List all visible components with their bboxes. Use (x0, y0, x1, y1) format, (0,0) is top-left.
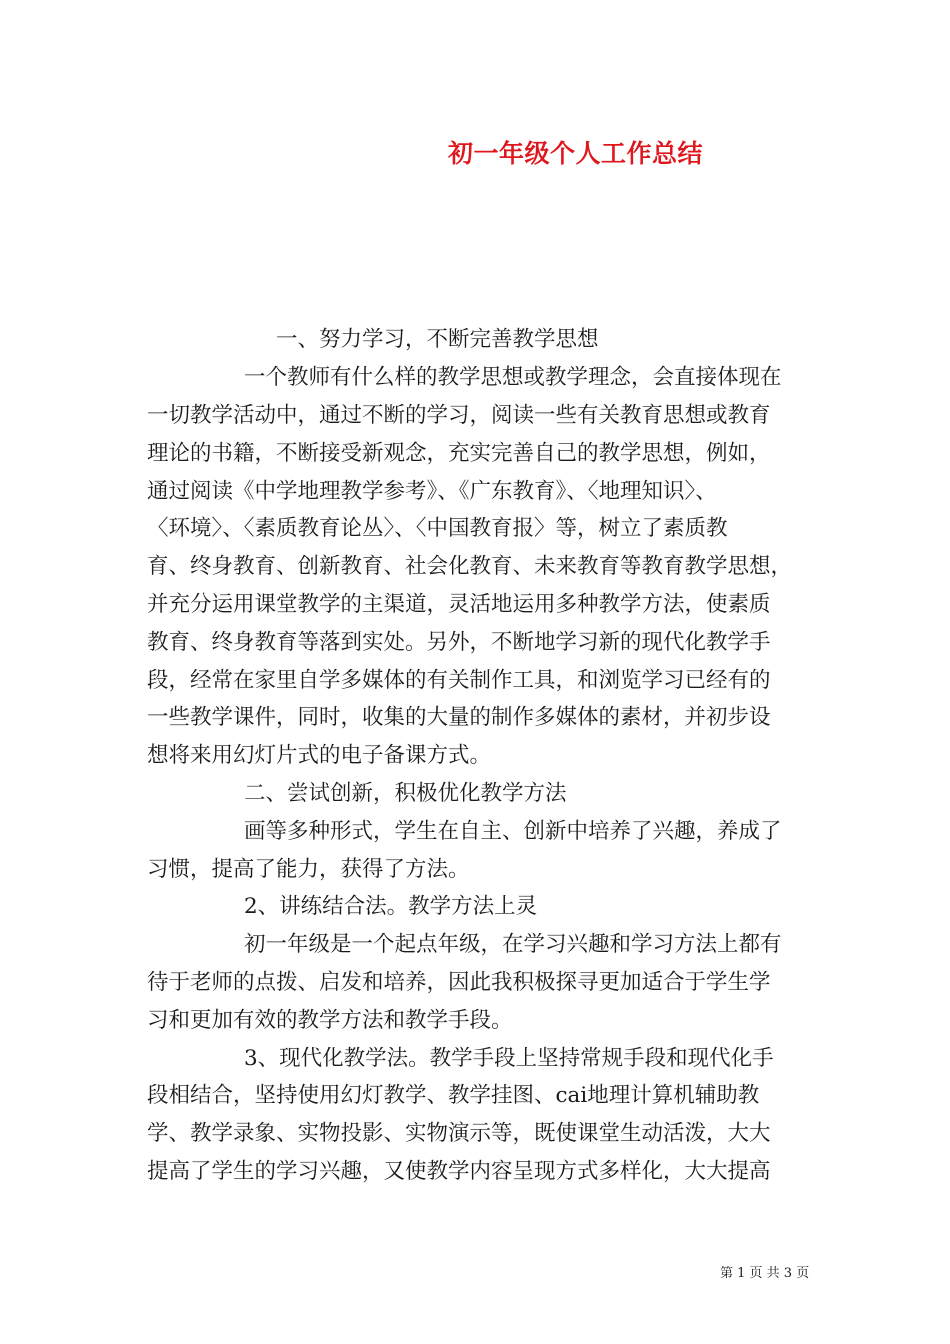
paragraph-line: 段，经常在家里自学多媒体的有关制作工具，和浏览学习已经有的 (147, 668, 771, 693)
paragraph-line: 并充分运用课堂教学的主渠道，灵活地运用多种教学方法，使素质 (147, 592, 771, 617)
paragraph-line: 一切教学活动中，通过不断的学习，阅读一些有关教育思想或教育 (147, 403, 771, 428)
paragraph-line: 一些教学课件，同时，收集的大量的制作多媒体的素材，并初步设 (147, 705, 771, 730)
subsection-heading: 3、现代化教学法。教学手段上坚持常规手段和现代化手 (244, 1046, 774, 1071)
paragraph-line: 理论的书籍，不断接受新观念，充实完善自己的教学思想，例如， (147, 441, 771, 466)
paragraph-line: 提高了学生的学习兴趣，又使教学内容呈现方式多样化，大大提高 (147, 1159, 771, 1184)
page-title: 初一年级个人工作总结 (448, 139, 704, 168)
paragraph-line: 〈环境〉、〈素质教育论丛〉、〈中国教育报〉等，树立了素质教 (147, 516, 728, 541)
page-footer: 第 1 页 共 3 页 (720, 1266, 810, 1281)
paragraph-line: 习和更加有效的教学方法和教学手段。 (147, 1008, 513, 1033)
paragraph-line: 段相结合，坚持使用幻灯教学、教学挂图、cai地理计算机辅助教 (147, 1083, 760, 1108)
paragraph-line: 通过阅读《中学地理教学参考》、《广东教育》、〈地理知识〉、 (147, 479, 717, 504)
section-heading: 一、努力学习，不断完善教学思想 (276, 327, 599, 352)
paragraph-line: 育、终身教育、创新教育、社会化教育、未来教育等教育教学思想， (147, 554, 793, 579)
section-heading: 二、尝试创新，积极优化教学方法 (244, 781, 567, 806)
paragraph-line: 学、教学录象、实物投影、实物演示等，既使课堂生动活泼，大大 (147, 1121, 771, 1146)
paragraph-line: 待于老师的点拨、启发和培养，因此我积极探寻更加适合于学生学 (147, 970, 771, 995)
paragraph-line: 习惯，提高了能力，获得了方法。 (147, 857, 470, 882)
paragraph-line: 一个教师有什么样的教学思想或教学理念，会直接体现在 (244, 365, 782, 390)
paragraph-line: 想将来用幻灯片式的电子备课方式。 (147, 743, 492, 768)
paragraph-line: 教育、终身教育等落到实处。另外，不断地学习新的现代化教学手 (147, 630, 771, 655)
paragraph-line: 初一年级是一个起点年级，在学习兴趣和学习方法上都有 (244, 932, 782, 957)
subsection-heading: 2、讲练结合法。教学方法上灵 (244, 894, 538, 919)
paragraph-line: 画等多种形式，学生在自主、创新中培养了兴趣，养成了 (244, 819, 782, 844)
